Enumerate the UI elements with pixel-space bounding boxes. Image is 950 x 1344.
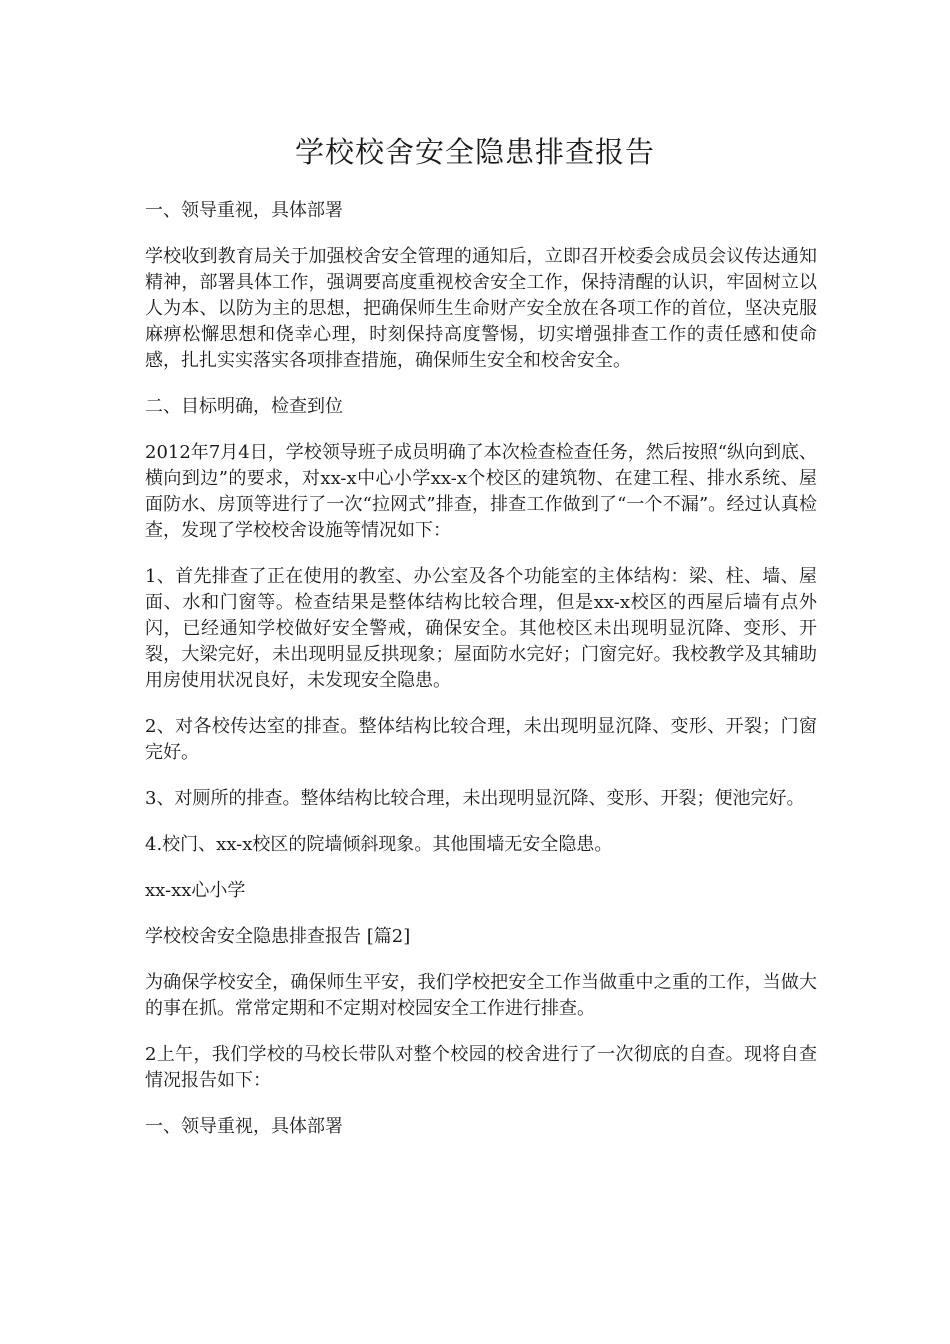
paragraph: 2上午，我们学校的马校长带队对整个校园的校舍进行了一次彻底的自查。现将自查情况报告如下： [145,1044,817,1091]
section-heading-3: 一、领导重视，具体部署 [145,1116,343,1137]
document-body [145,198,817,1160]
paragraph: 学校收到教育局关于加强校舍安全管理的通知后，立即召开校委会成员会议传达通知精神，部署具体工作，强调要高度重视校舍安全工作，保持清醒的认识，牢固树立以人为本、以防为主的思想，把确保师生生命财产安全放在各项工作的首位，坚决克服麻痹松懈思想和侥幸心理，时刻保持高度警惕，切实增强排查工作的责任感和使命感，扎扎实实落实各项排查措施，确保师生安全和校舍安全。 [145,246,817,371]
signature-line: xx-xx心小学 [145,880,246,901]
paragraph: 2、对各校传达室的排查。整体结构比较合理，未出现明显沉降、变形、开裂；门窗完好。 [145,716,817,763]
paragraph: 为确保学校安全，确保师生平安，我们学校把安全工作当做重中之重的工作，当做大的事在抓。常常定期和不定期对校园安全工作进行排查。 [145,972,817,1019]
document-title: 学校校舍安全隐患排查报告 [294,135,655,169]
section-heading-2: 二、目标明确，检查到位 [145,396,343,417]
part-title: 学校校舍安全隐患排查报告 [篇2] [145,926,411,947]
paragraph: 2012年7月4日，学校领导班子成员明确了本次检查检查任务，然后按照“纵向到底、横向到边”的要求，对xx-x中心小学xx-x个校区的建筑物、在建工程、排水系统、屋面防水、房顶等进行了一次“拉网式”排查，排查工作做到了“一个不漏”。经过认真检查，发现了学校校舍设施等情况如下： [145,442,817,541]
section-heading-1: 一、领导重视，具体部署 [145,200,343,221]
paragraph: 4.校门、xx-x校区的院墙倾斜现象。其他围墙无安全隐患。 [145,834,613,855]
paragraph: 3、对厕所的排查。整体结构比较合理，未出现明显沉降、变形、开裂；便池完好。 [145,788,805,809]
paragraph: 1、首先排查了正在使用的教室、办公室及各个功能室的主体结构：梁、柱、墙、屋面、水和门窗等。检查结果是整体结构比较合理，但是xx-x校区的西屋后墙有点外闪，已经通知学校做好安全警戒，确保安全。其他校区未出现明显沉降、变形、开裂，大梁完好，未出现明显反拱现象；屋面防水完好；门窗完好。我校教学及其辅助用房使用状况良好，未发现安全隐患。 [145,566,817,691]
